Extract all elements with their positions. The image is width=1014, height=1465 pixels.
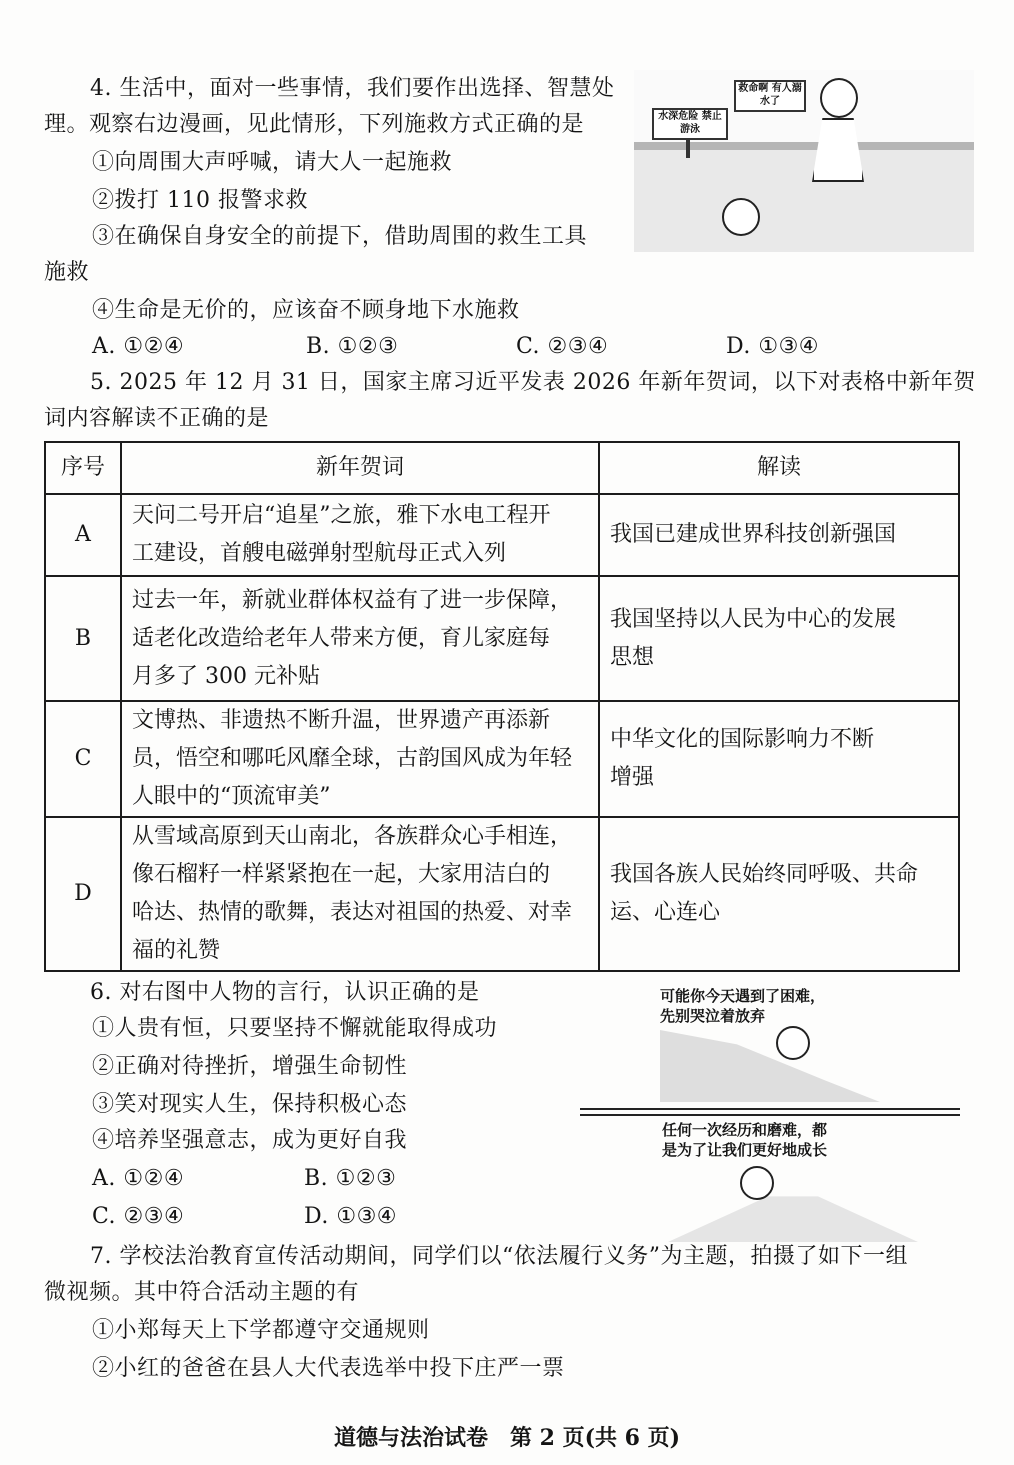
header-reading: 解读 — [599, 442, 959, 494]
q4-choice-d: D. ①③④ — [726, 334, 820, 359]
q5-stem-line1: 5. 2025 年 12 月 31 日，国家主席习近平发表 2026 年新年贺词，以下对表格中新年贺 — [90, 370, 976, 395]
q4-option-1: ①向周围大声呼喊，请大人一起施救 — [92, 150, 453, 175]
header-id: 序号 — [45, 442, 121, 494]
q6-option-1: ①人贵有恒，只要坚持不懈就能取得成功 — [92, 1016, 498, 1041]
row-message-line: 福的礼赞 — [132, 938, 221, 963]
row-message — [121, 494, 599, 576]
q6-option-3: ③笑对现实人生，保持积极心态 — [92, 1092, 408, 1117]
row-message-line: 人眼中的“顶流审美” — [132, 784, 331, 809]
row-id: A — [45, 494, 121, 576]
table-row — [45, 701, 959, 817]
comic-caption-1a: 可能你今天遇到了困难， — [660, 987, 826, 1005]
row-reading-line: 中华文化的国际影响力不断 — [610, 727, 875, 752]
row-message-line: 哈达、热情的歌舞，表达对祖国的热爱、对幸 — [132, 900, 573, 925]
river-bank — [634, 142, 974, 150]
q5-stem-line2: 词内容解读不正确的是 — [44, 406, 270, 431]
drowning-comic — [634, 70, 974, 252]
row-reading-line: 我国已建成世界科技创新强国 — [610, 522, 897, 547]
q4-option-2: ②拨打 110 报警求救 — [92, 188, 308, 213]
row-message-line: 天问二号开启“追星”之旅，雅下水电工程开 — [132, 503, 551, 528]
table-header-row — [45, 442, 959, 494]
row-message — [121, 701, 599, 817]
row-id: C — [45, 701, 121, 817]
drowning-boy-icon — [722, 198, 760, 236]
q6-option-4: ④培养坚强意志，成为更好自我 — [92, 1128, 408, 1153]
girl-dress-icon — [812, 118, 864, 182]
q6-stem: 6. 对右图中人物的言行，认识正确的是 — [90, 980, 480, 1005]
q4-option-3a: ③在确保自身安全的前提下，借助周围的救生工具 — [92, 224, 588, 249]
warning-sign: 水深危险 禁止游泳 — [652, 108, 728, 140]
row-message — [121, 576, 599, 701]
row-message-line: 适老化改造给老年人带来方便，育儿家庭每 — [132, 625, 551, 651]
header-message: 新年贺词 — [121, 442, 599, 494]
table-row — [45, 576, 959, 701]
q6-option-2: ②正确对待挫折，增强生命韧性 — [92, 1054, 408, 1079]
row-reading-line: 我国坚持以人民为中心的发展 — [610, 606, 897, 632]
row-reading-line: 运、心连心 — [610, 900, 721, 925]
row-reading — [599, 817, 959, 971]
q7-option-2: ②小红的爸爸在县人大代表选举中投下庄严一票 — [92, 1356, 565, 1381]
q4-stem-line2: 理。观察右边漫画，见此情形，下列施救方式正确的是 — [44, 112, 585, 137]
row-reading — [599, 494, 959, 576]
q4-choice-a: A. ①②④ — [92, 334, 185, 359]
slope-icon — [660, 1030, 880, 1102]
row-message-line: 过去一年，新就业群体权益有了进一步保障， — [132, 587, 573, 613]
row-reading-line: 我国各族人民始终同呼吸、共命 — [610, 862, 919, 887]
q6-choice-a: A. ①②④ — [92, 1166, 185, 1191]
row-message-line: 从雪域高原到天山南北，各族群众心手相连， — [132, 824, 573, 849]
row-reading-line: 增强 — [610, 765, 655, 790]
sign-pole — [686, 138, 690, 158]
q6-choice-c: C. ②③④ — [92, 1204, 185, 1229]
row-message-line: 工建设，首艘电磁弹射型航母正式入列 — [132, 541, 507, 566]
row-reading — [599, 576, 959, 701]
perseverance-comic — [580, 980, 960, 1242]
smiling-child-icon — [740, 1166, 774, 1200]
row-message-line: 像石榴籽一样紧紧抱在一起，大家用洁白的 — [132, 862, 551, 887]
row-message-line: 文博热、非遗热不断升温，世界遗产再添新 — [132, 708, 551, 733]
comic-caption-1b: 先别哭泣着放弃 — [660, 1007, 766, 1025]
crying-child-icon — [776, 1026, 810, 1060]
table-row — [45, 817, 959, 971]
row-message-line: 月多了 300 元补贴 — [132, 663, 320, 689]
q4-option-4: ④生命是无价的，应该奋不顾身地下水施救 — [92, 298, 520, 323]
comic-divider — [580, 1108, 960, 1116]
girl-figure-icon — [820, 78, 858, 118]
water-area — [634, 145, 974, 252]
q4-choice-c: C. ②③④ — [516, 334, 609, 359]
q6-choice-b: B. ①②③ — [304, 1166, 397, 1191]
row-id: D — [45, 817, 121, 971]
help-speech-bubble: 救命啊 有人溺水了 — [734, 80, 806, 112]
row-id: B — [45, 576, 121, 701]
summit-icon — [668, 1185, 918, 1242]
q4-choice-b: B. ①②③ — [306, 334, 399, 359]
table-row — [45, 494, 959, 576]
q4-stem-line1: 4. 生活中，面对一些事情，我们要作出选择、智慧处 — [90, 76, 615, 101]
comic-caption-2a: 任何一次经历和磨难，都 — [662, 1121, 828, 1139]
q7-option-1: ①小郑每天上下学都遵守交通规则 — [92, 1318, 430, 1343]
q7-stem-line2: 微视频。其中符合活动主题的有 — [44, 1280, 360, 1305]
page-footer: 道德与法治试卷 第 2 页(共 6 页) — [333, 1425, 681, 1451]
row-message — [121, 817, 599, 971]
row-reading-line: 思想 — [610, 644, 655, 670]
q5-table — [44, 441, 960, 972]
q7-stem-line1: 7. 学校法治教育宣传活动期间，同学们以“依法履行义务”为主题，拍摄了如下一组 — [90, 1244, 908, 1269]
comic-caption-2b: 是为了让我们更好地成长 — [662, 1141, 828, 1159]
row-reading — [599, 701, 959, 817]
q4-option-3b: 施救 — [44, 260, 90, 285]
q6-choice-d: D. ①③④ — [304, 1204, 398, 1229]
row-message-line: 员，悟空和哪吒风靡全球，古韵国风成为年轻 — [132, 746, 573, 771]
